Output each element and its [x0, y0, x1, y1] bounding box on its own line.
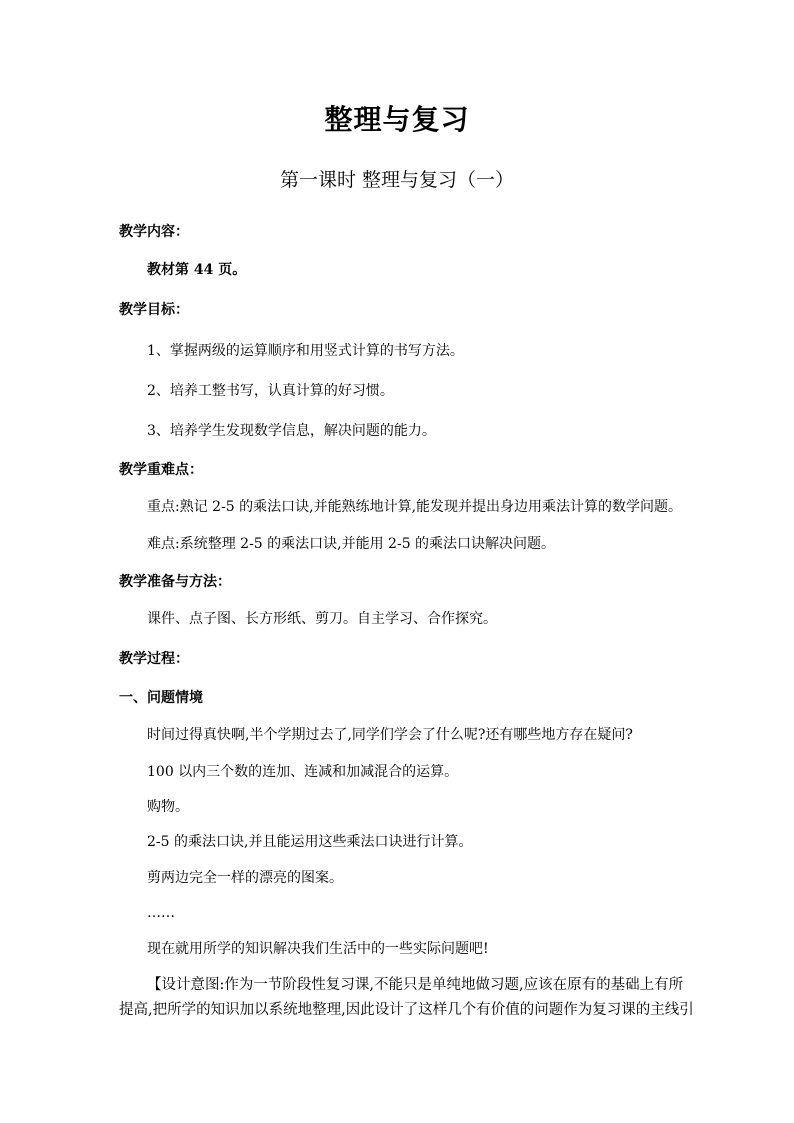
key-point: 重点:熟记 2-5 的乘法口诀,并能熟练地计算,能发现并提出身边用乘法计算的数学问题。 [147, 499, 683, 515]
key-points-heading: 教学重难点： [119, 462, 203, 478]
design-intent-line-2: 提高,把所学的知识加以系统地整理,因此设计了这样几个有价值的问题作为复习课的主线引 [119, 1002, 694, 1018]
goal-item-1: 1、掌握两级的运算顺序和用竖式计算的书写方法。 [147, 343, 464, 359]
prep-text: 课件、点子图、长方形纸、剪刀。自主学习、合作探究。 [147, 611, 497, 627]
content-text: 教材第 44 页。 [147, 262, 247, 278]
part1-line-7: 现在就用所学的知识解决我们生活中的一些实际问题吧! [147, 941, 489, 957]
part1-line-6: …… [147, 905, 175, 921]
process-heading: 教学过程： [119, 651, 189, 667]
part1-line-2: 100 以内三个数的连加、连减和加减混合的运算。 [147, 764, 459, 780]
goal-item-3: 3、培养学生发现数学信息，解决问题的能力。 [147, 423, 436, 439]
prep-heading: 教学准备与方法： [119, 574, 231, 590]
part1-line-4: 2-5 的乘法口诀,并且能运用这些乘法口诀进行计算。 [147, 834, 473, 850]
design-intent-line-1: 【设计意图:作为一节阶段性复习课,不能只是单纯地做习题,应该在原有的基础上有所 [147, 977, 684, 993]
document-title: 整理与复习 [324, 103, 470, 136]
part1-line-5: 剪两边完全一样的漂亮的图案。 [147, 870, 343, 886]
part1-line-3: 购物。 [147, 799, 189, 815]
lesson-subtitle: 第一课时 整理与复习（一） [279, 169, 515, 191]
part1-heading: 一、问题情境 [119, 690, 203, 706]
goals-heading: 教学目标： [119, 302, 189, 318]
part1-line-1: 时间过得真快啊,半个学期过去了,同学们学会了什么呢?还有哪些地方存在疑问? [147, 727, 633, 743]
content-heading: 教学内容： [119, 224, 189, 240]
goal-item-2: 2、培养工整书写，认真计算的好习惯。 [147, 383, 394, 399]
difficult-point: 难点:系统整理 2-5 的乘法口诀,并能用 2-5 的乘法口诀解决问题。 [147, 536, 556, 552]
